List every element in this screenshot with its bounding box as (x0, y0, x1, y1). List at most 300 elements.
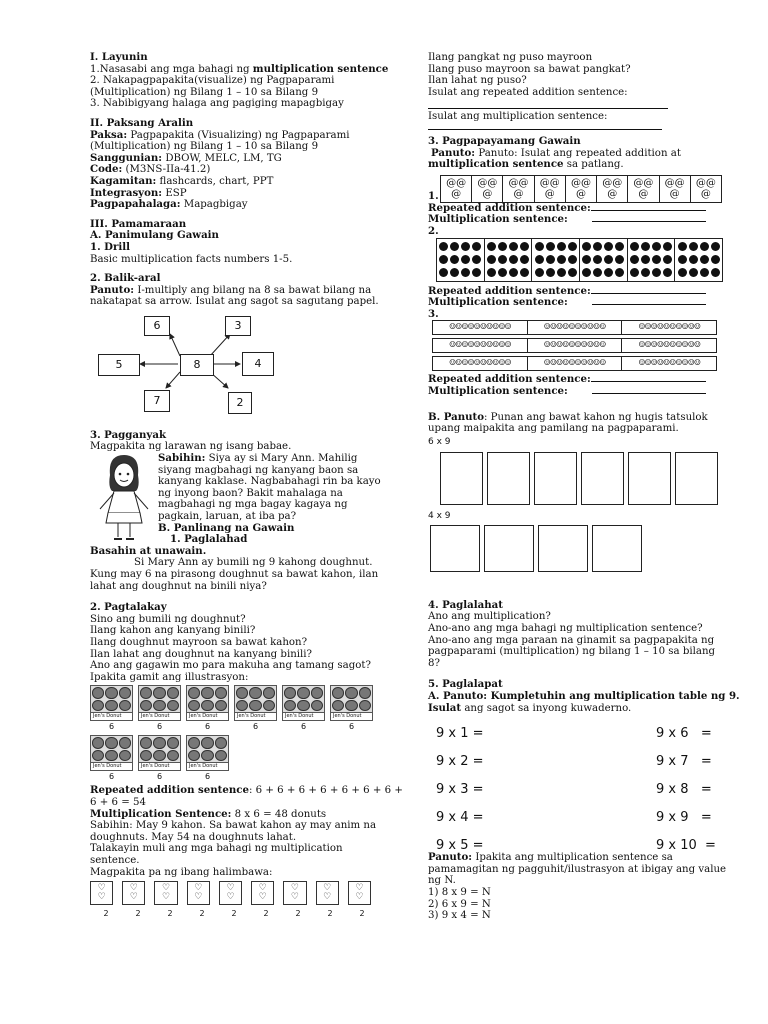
equation: 2) 6 x 9 = N (428, 898, 491, 910)
dot-icon (487, 255, 496, 264)
heart-count: 2 (199, 909, 205, 919)
donut-box (138, 735, 181, 782)
donut-icon (153, 687, 165, 699)
sanggunian: Sanggunian: DBOW, MELC, LM, TG (90, 151, 282, 164)
last-panuto-3: ng N. (428, 875, 456, 887)
donut-icon (92, 750, 104, 762)
drill-center: 8 (180, 354, 214, 376)
heart-count: 2 (231, 909, 237, 919)
donut-icon (188, 750, 200, 762)
donut-icon (140, 737, 152, 749)
last-panuto-2: pamamagitan ng pagguhit/ilustrasyon at ibigay ang value (428, 863, 727, 875)
dot-icon (593, 242, 602, 251)
dot-icon (652, 255, 661, 264)
smiley-cell: ☺☺☺☺☺☺☺☺☺☺ (638, 340, 701, 350)
dot-icon (520, 255, 529, 264)
donut-icon (167, 700, 179, 712)
triangle-box[interactable] (538, 525, 588, 572)
donut-box (186, 735, 229, 782)
pagganyak-block (90, 453, 380, 546)
heart-question: Ilan lahat ng puso? (428, 75, 527, 87)
dot-icon (535, 268, 544, 277)
triangle-box[interactable] (440, 452, 483, 505)
heart-box (348, 881, 371, 905)
drill-num: 6 (144, 316, 170, 336)
repeated-addition: Repeated addition sentence: 6 + 6 + 6 + 6 + 6 + 6 + 6 + (90, 784, 403, 797)
multiplication-table (428, 720, 728, 860)
mul-line-1: Multiplication sentence: (428, 214, 728, 226)
donut-icon (167, 687, 179, 699)
donut-count: 6 (204, 772, 211, 782)
heart-icon: ♡ (97, 883, 106, 894)
dot-icon (663, 268, 672, 277)
donut-count: 6 (108, 772, 115, 782)
donut-box-label: Jen's Donut (282, 713, 325, 721)
item-3-label: 3. (428, 307, 439, 320)
dot-icon (663, 242, 672, 251)
dot-icon (498, 242, 507, 251)
paglalahad-title: 1. Paglalahad (170, 533, 248, 546)
at-cell (691, 176, 721, 202)
dot-icon (450, 242, 459, 251)
donut-box (186, 685, 229, 732)
pagtalakay-title: 2. Pagtalakay (90, 601, 167, 614)
talakayin-2: sentence. (90, 854, 140, 866)
heart-box (219, 881, 242, 905)
donut-icon (215, 750, 227, 762)
heart-box (316, 881, 339, 905)
left-column (90, 51, 403, 920)
heart-icon: ♡ (194, 883, 203, 894)
donut-icon (345, 687, 357, 699)
donut-icon (140, 750, 152, 762)
donut-icon (263, 687, 275, 699)
dot-group (580, 239, 628, 281)
at-bottom: @ (513, 188, 524, 200)
donut-icon (284, 700, 296, 712)
question: Ano ang gagawin mo para makuha ang tamang sagot? (90, 660, 371, 672)
girl-illustration (90, 453, 158, 543)
dot-icon (520, 242, 529, 251)
sabihin-2b: doughnuts. May 54 na doughnuts lahat. (90, 831, 297, 843)
donut-icon (297, 700, 309, 712)
donut-box (138, 685, 181, 732)
at-sign-grid (440, 175, 722, 203)
paglalahat-q: Ano-ano ang mga bahagi ng multiplication sentence? (428, 623, 703, 635)
at-top: @@ (508, 177, 529, 189)
a-panuto: A. Panuto: Kumpletuhin ang multiplication table ng 9. (428, 690, 740, 703)
code: Code: (M3NS-IIa-41.2) (90, 163, 211, 176)
balik-aral-title: 2. Balik-aral (90, 272, 161, 285)
panuto-a-2: multiplication sentence sa patlang. (428, 158, 624, 171)
answer-line (428, 123, 662, 130)
b-panuto-2: upang maipakita ang pamilang na pagpaparami. (428, 423, 679, 435)
donut-icon (332, 687, 344, 699)
dot-group (628, 239, 676, 281)
drill-num: 4 (242, 352, 274, 376)
layunin-item-2: 2. Nakapagpapakita(visualize) ng Pagpaparami (90, 75, 335, 87)
integrasyon: Integrasyon: ESP (90, 186, 187, 199)
at-top: @@ (633, 177, 654, 189)
donut-box (282, 685, 325, 732)
dot-group (485, 239, 533, 281)
dot-icon (472, 242, 481, 251)
donut-icon (263, 700, 275, 712)
item-3 (428, 320, 728, 371)
donut-box-label: Jen's Donut (234, 713, 277, 721)
at-bottom: @ (482, 188, 493, 200)
table-row: 9 x 2 = (436, 754, 484, 770)
triangle-box[interactable] (430, 525, 480, 572)
paglalahat-q: Ano ang multiplication? (428, 611, 551, 623)
heart-icon: ♡ (290, 892, 299, 903)
pagpapahalaga: Pagpapahalaga: Mapagbigay (90, 198, 248, 211)
smiley-cell: ☺☺☺☺☺☺☺☺☺☺ (433, 321, 528, 334)
smiley-cell: ☺☺☺☺☺☺☺☺☺☺ (528, 339, 623, 352)
heart-count: 2 (167, 909, 173, 919)
panlinang-title: B. Panlinang na Gawain (158, 521, 295, 534)
donut-tray (282, 685, 325, 713)
pagpapayaman-title: 3. Pagpapayamang Gawain (428, 134, 581, 147)
dot-icon (439, 242, 448, 251)
pagganyak-text: Magpakita ng larawan ng isang babae. (90, 441, 292, 453)
drill-diagram (98, 316, 288, 416)
table-row: 9 x 5 = (436, 838, 484, 854)
heart-box (122, 881, 145, 905)
paglalahat-title: 4. Paglalahat (428, 598, 503, 611)
paglalahat-q: pagpaparami (multiplication) ng bilang 1 – 10 sa bilang (428, 646, 716, 658)
right-column (428, 52, 740, 922)
question: Sino ang bumili ng doughnut? (90, 613, 246, 625)
dot-icon (487, 268, 496, 277)
heart-icon: ♡ (323, 892, 332, 903)
heart-icon: ♡ (323, 883, 332, 894)
dot-icon (700, 268, 709, 277)
dot-icon (641, 255, 650, 264)
story-2: Kung may 6 na pirasong doughnut sa bawat kahon, ilan (90, 569, 379, 580)
pagganyak-title: 3. Pagganyak (90, 428, 167, 441)
rep-line-1: Repeated addition sentence: (428, 203, 728, 215)
heart-icon: ♡ (258, 892, 267, 903)
dot-icon (615, 242, 624, 251)
dot-icon (700, 255, 709, 264)
dot-icon (689, 242, 698, 251)
layunin-item-2b: (Multiplication) ng Bilang 1 – 10 sa Bilang 9 (90, 86, 319, 98)
last-panuto: Panuto: Ipakita ang multiplication sentence sa (428, 851, 673, 864)
dot-icon (630, 242, 639, 251)
item-2 (428, 238, 728, 282)
dot-icon (641, 242, 650, 251)
heart-icon: ♡ (162, 892, 171, 903)
donut-icon (297, 687, 309, 699)
pamamaraan-title: III. Pamamaraan (90, 217, 187, 230)
donut-count: 6 (204, 722, 211, 732)
triangle-box[interactable] (581, 452, 624, 505)
donut-icon (167, 737, 179, 749)
dot-icon (711, 242, 720, 251)
dot-icon (461, 242, 470, 251)
donut-count: 6 (252, 722, 259, 732)
talakayin: Talakayin muli ang mga bahagi ng multiplication (90, 843, 343, 855)
donut-tray (90, 685, 133, 713)
paglalahat-q: 8? (428, 657, 440, 669)
dot-icon (630, 255, 639, 264)
dot-icon (689, 268, 698, 277)
paksa: Paksa: Pagpapakita (Visualizing) ng Pagpaparami (90, 128, 350, 141)
smiley-cell: ☺☺☺☺☺☺☺☺☺☺ (528, 357, 623, 370)
paglalapat-title: 5. Paglalapat (428, 678, 503, 691)
heart-icon: ♡ (194, 892, 203, 903)
sabihin-2: Sabihin: May 9 kahon. Sa bawat kahon ay may anim na (90, 820, 377, 832)
dot-icon (604, 242, 613, 251)
heart-icon: ♡ (226, 883, 235, 894)
table-left-column (436, 720, 484, 860)
table-row: 9 x 3 = (436, 782, 484, 798)
smiley-cell: ☺☺☺☺☺☺☺☺☺☺ (638, 322, 701, 332)
donut-tray (186, 735, 229, 763)
heart-count: 2 (135, 909, 141, 919)
at-bottom: @ (575, 188, 586, 200)
donut-icon (359, 700, 371, 712)
donut-icon (201, 700, 213, 712)
donut-icon (105, 700, 117, 712)
dot-icon (439, 268, 448, 277)
dot-icon (568, 268, 577, 277)
smiley-row (432, 356, 717, 371)
dot-group (437, 239, 485, 281)
rep-line-3: Repeated addition sentence: (428, 374, 728, 386)
triangle-box[interactable] (484, 525, 534, 572)
donut-icon (119, 700, 131, 712)
dot-icon (498, 255, 507, 264)
heart-icon: ♡ (129, 892, 138, 903)
answer-line (428, 98, 668, 109)
donut-icon (119, 687, 131, 699)
heart-count: 2 (103, 909, 109, 919)
donut-icon (119, 737, 131, 749)
donut-box-label: Jen's Donut (186, 713, 229, 721)
donut-box-label: Jen's Donut (138, 763, 181, 771)
donut-box-label: Jen's Donut (90, 763, 133, 771)
dot-icon (472, 268, 481, 277)
donut-box-label: Jen's Donut (330, 713, 373, 721)
heart-box (90, 881, 113, 905)
dot-icon (652, 242, 661, 251)
donut-tray (330, 685, 373, 713)
donut-icon (215, 687, 227, 699)
balik-aral-text: Panuto: I-multiply ang bilang na 8 sa bawat bilang na (90, 283, 372, 296)
dot-icon (461, 268, 470, 277)
donut-count: 6 (156, 722, 163, 732)
heart-count: 2 (295, 909, 301, 919)
triangle-box[interactable] (487, 452, 530, 505)
at-bottom: @ (669, 188, 680, 200)
at-bottom: @ (607, 188, 618, 200)
item-2-label: 2. (428, 224, 439, 237)
item-1: 1. @@ @ @@ @ @@ @ @@ @ @@ @ @@ @ @@ @ @@ @ @@ @ (428, 175, 728, 203)
donut-icon (188, 687, 200, 699)
dot-icon (509, 242, 518, 251)
dot-icon (582, 255, 591, 264)
donut-icon (311, 700, 323, 712)
four-x-nine-label: 4 x 9 (428, 511, 451, 522)
dot-icon (472, 255, 481, 264)
at-top: @@ (695, 177, 716, 189)
magpakita: Magpakita pa ng ibang halimbawa: (90, 866, 273, 878)
at-top: @@ (446, 177, 467, 189)
drill-text: Basic multiplication facts numbers 1-5. (90, 253, 293, 265)
dot-icon (535, 255, 544, 264)
at-top: @@ (539, 177, 560, 189)
donut-box-label: Jen's Donut (186, 763, 229, 771)
donut-box (90, 735, 133, 782)
layunin-item-1: 1.Nasasabi ang mga bahagi ng multiplication sentence (90, 62, 389, 75)
heart-boxes (90, 881, 380, 905)
at-top: @@ (664, 177, 685, 189)
dot-icon (582, 268, 591, 277)
at-cell (503, 176, 534, 202)
dot-icon (509, 268, 518, 277)
donut-count: 6 (300, 722, 307, 732)
dot-icon (663, 255, 672, 264)
at-cell (628, 176, 659, 202)
dot-icon (604, 255, 613, 264)
donut-icon (92, 700, 104, 712)
triangle-box[interactable] (592, 525, 642, 572)
heart-icon: ♡ (258, 883, 267, 894)
triangle-box[interactable] (534, 452, 577, 505)
heart-icon: ♡ (355, 892, 364, 903)
drill-num: 7 (144, 390, 170, 412)
equation: 3) 9 x 4 = N (428, 910, 491, 922)
dot-icon (678, 255, 687, 264)
donut-count: 6 (348, 722, 355, 732)
four-boxes (428, 525, 728, 572)
dot-icon (652, 268, 661, 277)
table-row: 9 x 10 = (656, 838, 716, 854)
dot-icon (700, 242, 709, 251)
at-cell (472, 176, 503, 202)
repeated-addition-2: 6 + 6 = 54 (90, 796, 146, 808)
six-boxes (428, 452, 728, 505)
layunin-title: I. Layunin (90, 51, 148, 63)
smiley-cell: ☺☺☺☺☺☺☺☺☺☺ (528, 321, 623, 334)
heart-question: Isulat ang multiplication sentence: (428, 111, 608, 123)
donut-icon (332, 700, 344, 712)
donut-icon (249, 687, 261, 699)
donut-count: 6 (108, 722, 115, 732)
donut-icon (153, 750, 165, 762)
triangle-box[interactable] (628, 452, 671, 505)
b-panuto: B. Panuto: Punan ang bawat kahon ng hugis tatsulok (428, 410, 708, 423)
donut-icon (92, 687, 104, 699)
paksa-cont: (Multiplication) ng Bilang 1 – 10 sa Bilang 9 (90, 141, 319, 153)
heart-icon: ♡ (355, 883, 364, 894)
dot-icon (593, 268, 602, 277)
donut-tray (138, 735, 181, 763)
donut-box (90, 685, 133, 732)
dot-icon (711, 255, 720, 264)
balik-aral-text-2: nakatapat sa arrow. Isulat ang sagot sa sagutang papel. (90, 296, 379, 308)
six-x-nine-label: 6 x 9 (428, 436, 451, 447)
story: Si Mary Ann ay bumili ng 9 kahong doughnut. (134, 557, 373, 569)
donut-box-label: Jen's Donut (90, 713, 133, 721)
at-cell (441, 176, 472, 202)
pagganyak-sabihin: Sabihin: Siya ay si Mary Ann. Mahilig siyang magbahagi ng kanyang baon sa kanyang kaklase. Nagbabahagi rin ba kayo ng inyong baon? Bakit mahalaga na magbahagi ng mga bagay kagaya ng pagkain, laruan, at iba pa? B. Panlinang na Gawain 1. Paglalahad (158, 452, 381, 546)
dot-icon (689, 255, 698, 264)
donut-icon (201, 687, 213, 699)
heart-icon: ♡ (129, 883, 138, 894)
donut-icon (119, 750, 131, 762)
at-cell (660, 176, 691, 202)
dot-icon (593, 255, 602, 264)
dot-group (532, 239, 580, 281)
dot-icon (678, 268, 687, 277)
dot-icon (711, 268, 720, 277)
dot-icon (439, 255, 448, 264)
smiley-cell: ☺☺☺☺☺☺☺☺☺☺ (433, 339, 528, 352)
dot-icon (450, 255, 459, 264)
donut-icon (249, 700, 261, 712)
donut-icon (345, 700, 357, 712)
donut-icon (359, 687, 371, 699)
heart-icon: ♡ (162, 883, 171, 894)
dot-icon (557, 268, 566, 277)
dot-icon (557, 242, 566, 251)
heart-icon: ♡ (290, 883, 299, 894)
at-bottom: @ (638, 188, 649, 200)
donut-icon (236, 687, 248, 699)
triangle-box[interactable] (675, 452, 718, 505)
smiley-cell: ☺☺☺☺☺☺☺☺☺☺ (638, 358, 701, 368)
donut-icon (105, 687, 117, 699)
at-bottom: @ (700, 188, 711, 200)
panuto-a: Panuto: Panuto: Isulat ang repeated addition at (431, 146, 681, 159)
donut-icon (167, 750, 179, 762)
donut-tray (90, 735, 133, 763)
at-top: @@ (602, 177, 623, 189)
paglalahat-q: Ano-ano ang mga paraan na ginamit sa pagpapakita ng (428, 634, 715, 646)
layunin-item-3: 3. Nabibigyang halaga ang pagiging mapagbigay (90, 98, 344, 110)
heart-counts (90, 908, 380, 920)
donut-icon (201, 737, 213, 749)
at-top: @@ (570, 177, 591, 189)
heart-icon: ♡ (97, 892, 106, 903)
dot-icon (546, 242, 555, 251)
smiley-grid (432, 320, 717, 371)
dot-icon (604, 268, 613, 277)
dot-icon (641, 268, 650, 277)
donut-icon (188, 700, 200, 712)
heart-question: Ilang pangkat ng puso mayroon (428, 52, 593, 63)
panimulang-gawain: A. Panimulang Gawain (90, 229, 219, 242)
dot-icon (582, 242, 591, 251)
isulat: Isulat ang sagot sa inyong kuwaderno. (428, 701, 632, 714)
donut-box-label: Jen's Donut (138, 713, 181, 721)
donut-count: 6 (156, 772, 163, 782)
donut-boxes (90, 685, 380, 785)
table-row: 9 x 8 = (656, 782, 712, 798)
drill-title: 1. Drill (90, 240, 130, 253)
at-cell (597, 176, 628, 202)
dot-icon (509, 255, 518, 264)
dot-icon (546, 255, 555, 264)
dot-icon (630, 268, 639, 277)
dot-icon (615, 268, 624, 277)
mul-line-2: Multiplication sentence: (428, 297, 728, 309)
donut-icon (215, 700, 227, 712)
heart-box (187, 881, 210, 905)
